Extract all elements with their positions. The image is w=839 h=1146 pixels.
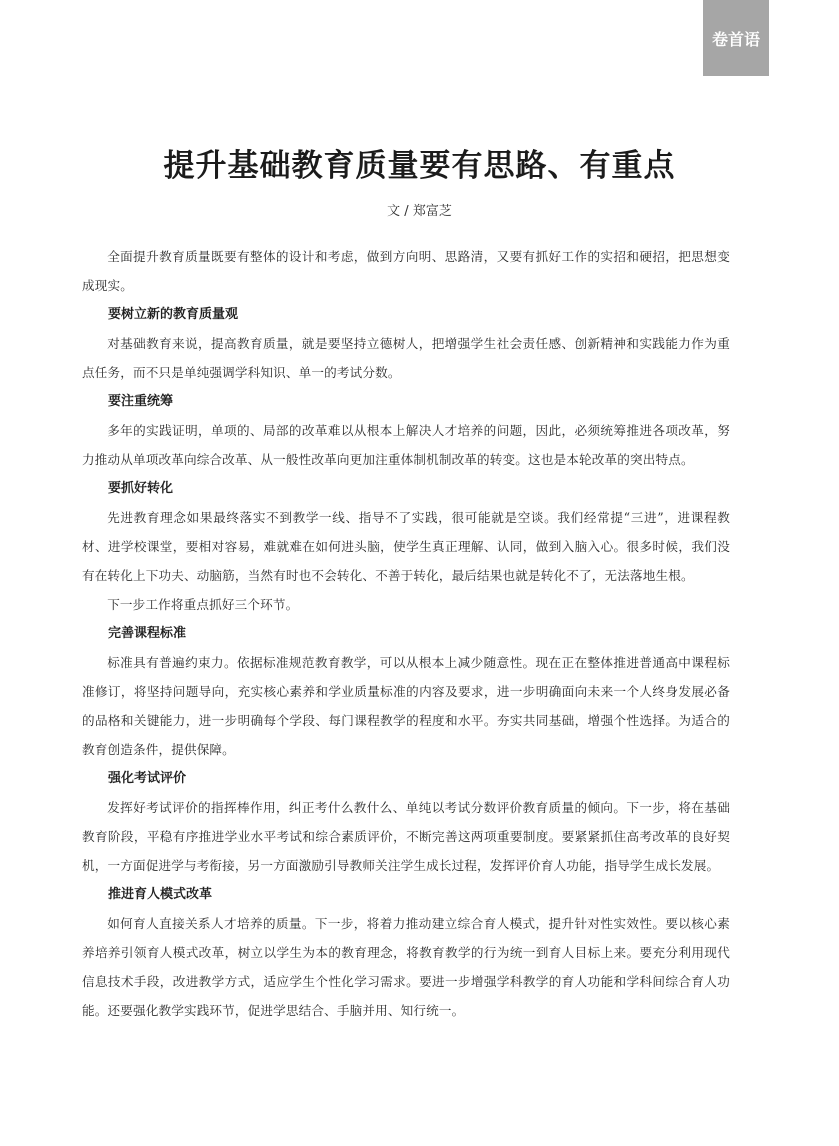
paragraph-overall-planning: 多年的实践证明，单项的、局部的改革难以从根本上解决人才培养的问题，因此，必须统筹推进各项改革，努力推动从单项改革向综合改革、从一般性改革向更加注重体制机制改革的转变。这也是本轮改革的突出特点。 [82, 423, 730, 467]
paragraph-transformation: 先进教育理念如果最终落实不到教学一线、指导不了实践，很可能就是空谈。我们经常提“三进”，进课程教材、进学校课堂，要相对容易，难就难在如何进头脑，使学生真正理解、认同，做到入脑入心。很多时候，我们没有在转化上下功夫、动脑筋，当然有时也不会转化、不善于转化，最后结果也就是转化不了，无法落地生根。 [82, 510, 730, 583]
article-title: 提升基础教育质量要有思路、有重点 [163, 148, 676, 184]
paragraph-exam-evaluation: 发挥好考试评价的指挥棒作用，纠正考什么教什么、单纯以考试分数评价教育质量的倾向。下一步，将在基础教育阶段，平稳有序推进学业水平考试和综合素质评价，不断完善这两项重要制度。要紧紧抓住高考改革的良好契机，一方面促进学与考衔接，另一方面激励引导教师关注学生成长过程，发挥评价育人功能，指导学生成长发展。 [82, 800, 730, 873]
section-heading-education-model: 推进育人模式改革 [108, 887, 213, 902]
section-tab [703, 0, 769, 76]
section-heading-overall-planning: 要注重统筹 [108, 394, 174, 409]
section-tab-label: 卷首语 [711, 29, 760, 49]
section-heading-exam-evaluation: 强化考试评价 [108, 771, 187, 786]
article-body [82, 242, 730, 1025]
intro-paragraph: 全面提升教育质量既要有整体的设计和考虑，做到方向明、思路清，又要有抓好工作的实招和硬招，把思想变成现实。 [82, 249, 730, 293]
section-heading-curriculum-standards: 完善课程标准 [108, 626, 187, 641]
section-heading-quality-view: 要树立新的教育质量观 [108, 307, 239, 322]
paragraph-education-model: 如何育人直接关系人才培养的质量。下一步，将着力推动建立综合育人模式，提升针对性实效性。要以核心素养培养引领育人模式改革，树立以学生为本的教育理念，将教育教学的行为统一到育人目标上来。要充分利用现代信息技术手段，改进教学方式，适应学生个性化学习需求。要进一步增强学科教学的育人功能和学科间综合育人功能。还要强化教学实践环节，促进学思结合、手脑并用、知行统一。 [82, 916, 730, 1018]
paragraph-quality-view: 对基础教育来说，提高教育质量，就是要坚持立德树人，把增强学生社会责任感、创新精神和实践能力作为重点任务，而不只是单纯强调学科知识、单一的考试分数。 [82, 336, 730, 380]
section-heading-transformation: 要抓好转化 [108, 481, 174, 496]
paragraph-next-steps: 下一步工作将重点抓好三个环节。 [107, 597, 299, 612]
author-byline: 文 / 郑富芝 [387, 204, 452, 219]
paragraph-curriculum-standards: 标准具有普遍约束力。依据标准规范教育教学，可以从根本上减少随意性。现在正在整体推进普通高中课程标准修订，将坚持问题导向，充实核心素养和学业质量标准的内容及要求，进一步明确面向未来一个人终身发展必备的品格和关键能力，进一步明确每个学段、每门课程教学的程度和水平。夯实共同基础，增强个性选择。为适合的教育创造条件，提供保障。 [82, 655, 730, 757]
